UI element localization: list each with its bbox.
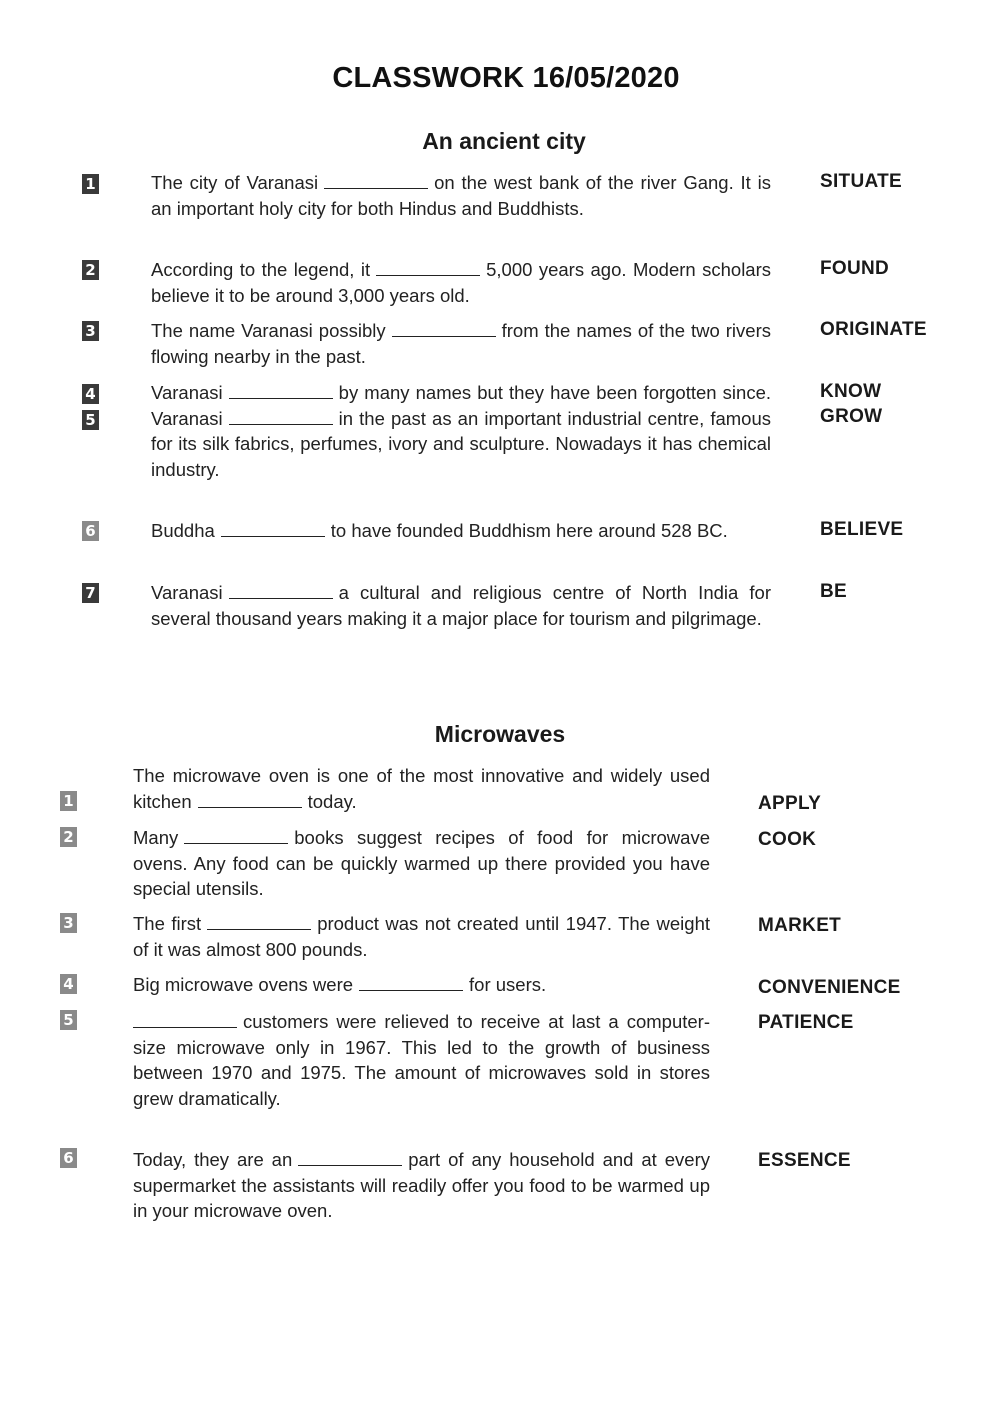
answer-blank[interactable] (229, 584, 333, 599)
answer-blank[interactable] (207, 915, 311, 930)
exercise-sentence (151, 318, 771, 369)
exercise-sentence (133, 911, 710, 962)
answer-blank[interactable] (376, 261, 480, 276)
sentence-text-before: Varanasi (151, 582, 223, 603)
sentence-text-before: According to the legend, it (151, 259, 371, 280)
sentence-text-after: part of any household and at every supermarket the assistants will readily offer you food to be warmed up in your microwave oven. (133, 1149, 710, 1221)
sentence-text-before: The city of Varanasi (151, 172, 319, 193)
answer-blank[interactable] (298, 1151, 402, 1166)
exercise-sentence (133, 825, 710, 902)
item-number-badge: 3 (82, 321, 99, 341)
page-title: CLASSWORK 16/05/2020 (332, 62, 680, 94)
answer-blank[interactable] (184, 829, 288, 844)
item-number-badge: 2 (82, 260, 99, 280)
sentence-text-after: on the west bank of the river Gang. It is an important holy city for both Hindus and Buddhists. (151, 172, 771, 219)
keyword-apply: APPLY (758, 793, 822, 814)
exercise-sentence (133, 1009, 710, 1111)
item-number-badge: 1 (60, 791, 77, 811)
answer-blank[interactable] (133, 1013, 237, 1028)
sentence-text-middle: by many names but they have been forgotten since. Varanasi (151, 382, 771, 429)
item-number-badge: 3 (60, 913, 77, 933)
keyword-market: MARKET (758, 915, 842, 936)
answer-blank[interactable] (229, 384, 333, 399)
answer-blank[interactable] (229, 410, 333, 425)
sentence-text-after: in the past as an important industrial centre, famous for its silk fabrics, perfumes, ivory and sculpture. Nowadays it has chemical industry. (151, 407, 771, 480)
keyword-believe: BELIEVE (820, 519, 904, 540)
keyword-originate: ORIGINATE (820, 319, 927, 340)
keyword-situate: SITUATE (820, 171, 902, 192)
item-number-badge: 6 (60, 1148, 77, 1168)
item-number-badge: 7 (82, 583, 99, 603)
exercise-sentence (151, 518, 771, 544)
item-number-badge: 4 (60, 974, 77, 994)
answer-blank[interactable] (324, 174, 428, 189)
keyword-grow: GROW (820, 406, 883, 427)
exercise-sentence (151, 580, 771, 631)
sentence-text-after: a cultural and religious centre of North India for several thousand years making it a major place for tourism and pilgrimage. (151, 582, 771, 629)
sentence-text-before: Varanasi (151, 382, 223, 403)
sentence-text-before: The first (133, 913, 202, 934)
keyword-essence: ESSENCE (758, 1150, 851, 1171)
exercise-sentence (133, 1147, 710, 1224)
item-number-badge: 5 (82, 410, 99, 430)
item-number-badge: 4 (82, 384, 99, 404)
sentence-text-after: for users. (469, 974, 547, 995)
sentence-text-after: to have founded Buddhism here around 528 BC. (330, 520, 728, 541)
exercise-sentence (151, 380, 771, 482)
sentence-text-before: The microwave oven is one of the most innovative and widely used kitchen (133, 765, 710, 812)
keyword-convenience: CONVENIENCE (758, 977, 901, 998)
item-number-badge: 2 (60, 827, 77, 847)
sentence-text-before: Buddha (151, 520, 215, 541)
sentence-text-before: The name Varanasi possibly (151, 320, 386, 341)
item-number-badge: 6 (82, 521, 99, 541)
exercise-sentence (151, 257, 771, 308)
exercise-sentence (151, 170, 771, 221)
sentence-text-after: product was not created until 1947. The weight of it was almost 800 pounds. (133, 913, 710, 960)
item-number-badge: 5 (60, 1010, 77, 1030)
answer-blank[interactable] (392, 322, 496, 337)
section-title-microwaves: Microwaves (434, 721, 566, 747)
exercise-sentence (133, 763, 710, 814)
answer-blank[interactable] (359, 976, 463, 991)
keyword-patience: PATIENCE (758, 1012, 854, 1033)
sentence-text-after: customers were relieved to receive at last a computer-size microwave only in 1967. This led to the growth of business between 1970 and 1975. The amount of microwaves sold in stores grew dramatically. (133, 1011, 710, 1109)
sentence-text-before: Today, they are an (133, 1149, 293, 1170)
sentence-text-after: today. (307, 790, 357, 812)
answer-blank[interactable] (198, 793, 302, 808)
keyword-found: FOUND (820, 258, 890, 279)
sentence-text-after: books suggest recipes of food for microwave ovens. Any food can be quickly warmed up there provided you have special utensils. (133, 827, 710, 899)
keyword-know: KNOW (820, 381, 882, 402)
sentence-text-before: Big microwave ovens were (133, 974, 354, 995)
answer-blank[interactable] (221, 522, 325, 537)
sentence-text-before: Many (133, 827, 179, 848)
sentence-text-after: 5,000 years ago. Modern scholars believe it to be around 3,000 years old. (151, 259, 772, 306)
keyword-be: BE (820, 581, 847, 602)
exercise-sentence (133, 972, 710, 998)
section-title-ancient-city: An ancient city (422, 128, 586, 154)
sentence-text-after: from the names of the two rivers flowing nearby in the past. (151, 320, 771, 367)
keyword-cook: COOK (758, 829, 817, 850)
item-number-badge: 1 (82, 174, 99, 194)
